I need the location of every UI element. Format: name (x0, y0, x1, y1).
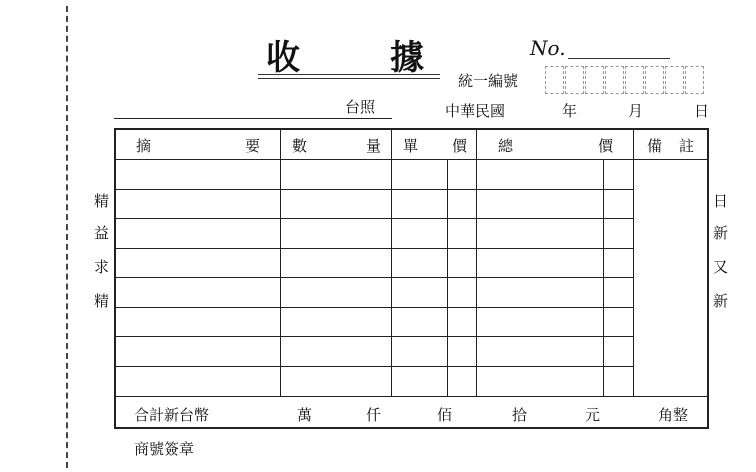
header-note-1: 備 (647, 137, 663, 155)
signature-label: 商號簽章 (134, 440, 195, 458)
title-char-1: 收 (266, 38, 300, 78)
title-underline-2 (258, 78, 440, 79)
header-item-1: 摘 (136, 137, 152, 155)
unit-wan: 萬 (297, 406, 313, 424)
header-total-1: 總 (498, 137, 514, 155)
footer-divider (114, 396, 708, 397)
date-day: 日 (694, 102, 710, 120)
date-year: 年 (562, 102, 578, 120)
date-month: 月 (628, 102, 644, 120)
perforation-line (66, 6, 68, 468)
receipt-no-field[interactable] (568, 58, 670, 59)
tax-id-box[interactable] (545, 66, 564, 94)
tax-id-box[interactable] (565, 66, 584, 94)
tax-id-box[interactable] (645, 66, 664, 94)
row-divider (114, 218, 633, 219)
header-price-2: 價 (452, 137, 468, 155)
header-total-2: 價 (598, 137, 614, 155)
table-border-right (707, 128, 709, 429)
table-border-top (114, 128, 708, 130)
unit-shi: 拾 (512, 406, 528, 424)
table-border-left (114, 128, 116, 429)
tax-id-box[interactable] (625, 66, 644, 94)
right-slogan-2: 新 (713, 224, 729, 242)
title-underline-1 (258, 74, 440, 75)
left-slogan-2: 益 (94, 224, 110, 242)
left-slogan-1: 精 (94, 192, 110, 210)
payer-name-field[interactable] (114, 118, 392, 119)
row-divider (114, 336, 633, 337)
tax-id-box[interactable] (665, 66, 684, 94)
row-divider (114, 307, 633, 308)
unit-bai: 佰 (437, 406, 453, 424)
col-divider (476, 128, 477, 396)
receipt-no-label: No. (530, 36, 566, 60)
tax-id-box[interactable] (585, 66, 604, 94)
right-slogan-1: 日 (713, 192, 729, 210)
left-slogan-4: 精 (94, 292, 110, 310)
title-char-2: 據 (390, 38, 424, 78)
unit-qian: 仟 (366, 406, 382, 424)
row-divider (114, 248, 633, 249)
header-note-2: 註 (679, 137, 695, 155)
header-qty-1: 數 (292, 137, 308, 155)
total-label: 合計新台幣 (134, 406, 210, 424)
right-slogan-4: 新 (713, 292, 729, 310)
payer-suffix: 台照 (345, 98, 376, 116)
row-divider (114, 366, 633, 367)
col-divider (391, 128, 392, 396)
unit-jiao: 角整 (658, 406, 689, 424)
row-divider (114, 189, 633, 190)
table-border-bottom (114, 427, 708, 429)
header-qty-2: 量 (366, 137, 382, 155)
date-era: 中華民國 (445, 102, 506, 120)
tax-id-label: 統一編號 (458, 72, 519, 90)
header-divider (114, 159, 708, 160)
tax-id-box[interactable] (685, 66, 704, 94)
unit-yuan: 元 (585, 406, 601, 424)
tax-id-box[interactable] (605, 66, 624, 94)
left-slogan-3: 求 (94, 258, 110, 276)
col-divider (280, 128, 281, 396)
header-price-1: 單 (403, 137, 419, 155)
row-divider (114, 277, 633, 278)
col-divider (633, 128, 634, 396)
header-item-2: 要 (245, 137, 261, 155)
right-slogan-3: 又 (713, 258, 729, 276)
